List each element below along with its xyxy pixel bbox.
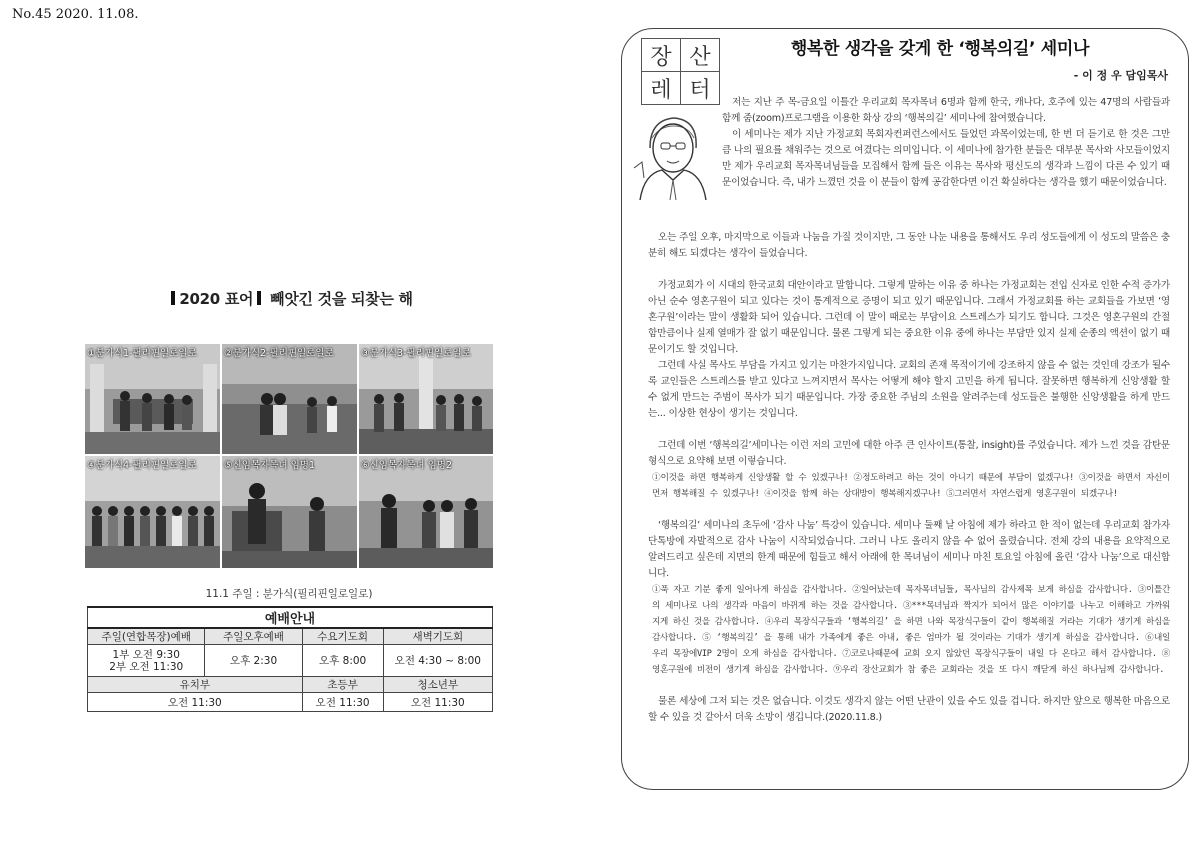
school-header-elementary: 초등부 [302,677,383,693]
school-time-elementary: 오전 11:30 [302,693,383,712]
letter-title: 행복한 생각을 갖게 한 ‘행복의길’ 세미나 [790,39,1090,59]
photo-2 [222,344,357,454]
body-paragraph-4: 그런데 이번 ‘행복의길’세미나는 이런 저의 고민에 대한 아주 큰 인사이트(통찰, insight)를 주었습니다. 제가 느낀 것을 감탄문 형식으로 요약해 보면 이렇습니다. [648,440,1170,467]
photo-2-caption: ②분가식2-필리핀일로일로 [224,348,334,359]
photo-grid [85,344,493,570]
photo-6-caption: ⑥신임목자목녀 임명2 [361,460,452,471]
school-time-youth: 오전 11:30 [383,693,492,712]
photo-6 [359,456,493,568]
paragraph-gap [648,502,1170,518]
photo-5-image [222,456,357,568]
motto-text: 빼앗긴 것을 되찾는 해 [270,290,413,308]
issue-number: No.45 2020. 11.08. [12,7,139,22]
photo-3-image [359,344,493,454]
worship-header-sunday: 주일(연합목장)예배 [88,628,205,645]
motto-label: 2020 표어 [179,290,254,308]
motto [85,288,495,309]
letter-body [648,230,1170,726]
intro-paragraph-1: 저는 지난 주 목-금요일 이틀간 우리교회 목자목녀 6명과 함께 한국, 캐나다, 호주에 있는 47명의 사람들과 함께 줌(zoom)프로그램을 이용한 화상 강의 ‘행복의길’ 세미나에 참여했습니다. [722,97,1170,124]
motto-bar-left [171,291,175,305]
photo-6-image [359,456,493,568]
photo-1 [85,344,220,454]
summary-exclamations: ①이것을 하면 행복하게 신앙생활 할 수 있겠구나! ②정도하려고 하는 것이 아니기 때문에 부담이 없겠구나! ③이것을 하면서 자신이 먼저 행복해질 수 있겠구나! ④이것을 함께 하는 상대방이 행복해지겠구나! ⑤그러면서 자연스럽게 영혼구원이 되겠구나! [652,473,1170,499]
photo-4 [85,456,220,568]
photo-5 [222,456,357,568]
worship-time-sunday-2: 2부 오전 11:30 [109,660,184,673]
badge-char-4: 터 [680,71,720,105]
worship-time-wednesday: 오후 8:00 [302,645,383,677]
pastor-portrait [630,108,714,200]
worship-time-afternoon: 오후 2:30 [205,645,302,677]
motto-bar-right [257,291,261,305]
paragraph-gap [648,422,1170,438]
photo-5-caption: ⑤신임목자목녀 임명1 [224,460,315,471]
worship-header-dawn: 새벽기도회 [383,628,492,645]
worship-time-row [88,645,493,677]
worship-schedule-table [87,606,493,712]
photo-4-image [85,456,220,568]
badge-char-1: 장 [641,38,681,72]
paragraph-gap [648,678,1170,694]
worship-header-afternoon: 주일오후예배 [205,628,302,645]
school-header-youth: 청소년부 [383,677,492,693]
worship-header-wednesday: 수요기도회 [302,628,383,645]
school-time-kindergarten: 오전 11:30 [88,693,303,712]
school-header-kindergarten: 유치부 [88,677,303,693]
photo-3-caption: ③분가식3-필리핀일로일로 [361,348,471,359]
school-time-row [88,693,493,712]
worship-time-dawn: 오전 4:30 ~ 8:00 [383,645,492,677]
worship-time-sunday [88,645,205,677]
body-paragraph-5: ‘행복의길’ 세미나의 초두에 ‘감사 나눔’ 특강이 있습니다. 세미나 둘째 날 아침에 제가 하라고 한 적이 없는데 우리교회 참가자 단톡방에 자발적으로 감사 나눔이 시작되었습니다. 그러니 나도 올리지 않을 수 없어 올렸습니다. 전체 강의 내용을 요약적으로 알려드리고 싶은데 지면의 한계 때문에 힘들고 해서 아래에 한 목녀님이 세미나 마친 토요일 아침에 올린 ‘감사 나눔’으로 대신합니다. [648,520,1170,579]
body-paragraph-3: 그런데 사실 목사도 부담을 가지고 있기는 마찬가지입니다. 교회의 존재 목적이기에 강조하지 않을 수 없는 것인데 강조가 될수록 교인들은 스트레스를 받고 있다고 느껴지면서 목사는 어떻게 해야 할지 고민을 하게 됩니다. 잘못하면 행복하게 신앙생활 할 수 없게 만드는 주범이 목사가 되기 때문입니다. 가장 중요한 주님의 소원을 알려주는데 성도들은 불행한 신앙생활을 하게 만드는... 이상한 현상이 생기는 것입니다. [648,360,1170,419]
body-paragraph-2: 가정교회가 이 시대의 한국교회 대안이라고 말합니다. 그렇게 말하는 이유 중 하나는 가정교회는 전입 신자로 인한 수적 증가가 아닌 순수 영혼구원이 되고 있다는 것이 통계적으로 증명이 되고 있기 때문입니다. 그래서 가정교회를 하는 교회들을 가보면 ‘영혼구원’이라는 말이 생활화 되어 있습니다. 그런데 이 말이 때로는 부담이요 스트레스가 되기도 합니다. 그것은 영혼구원의 간절함만큼이나 실제 열매가 잘 없기 때문입니다. 물론 그렇게 되는 중요한 이유 중에 하나는 부담만 있지 실제 순종의 액션이 없기 때문이기도 할 것입니다. [648,280,1170,355]
gratitude-list: ①푹 자고 기분 좋게 일어나게 하심을 감사합니다. ②일어났는데 목자목녀님들, 목사님의 감사제목 보게 하심을 감사합니다. ③이틀간의 세미나로 나의 생각과 마음이 바뀌게 하는 것을 감사합니다. ③***목녀님과 짝지가 되어서 많은 이야기를 나누고 이해하고 가까워지게 하신 것을 감사합니다. ④우리 목장식구들과 ‘행복의길’ 을 하면 나와 목장식구들이 같이 행복해질 거라는 기대가 생기게 하심을 감사합니다. ⑤ ‘행복의길’ 을 통해 내가 가족에게 좋은 아내, 좋은 엄마가 될 것이라는 기대가 생기게 하심을 감사합니다. ⑥내일 우리 목장에VIP 2명이 오게 하심을 감사합니다. ⑦코로나때문에 교회 오지 않았던 목장식구들이 내일 다 온다고 해서 감사합니다. ⑧영혼구원에 비전이 생기게 하심을 감사합니다. ⑨우리 장산교회가 참 좋은 교회라는 것을 또 다시 깨닫게 하신 하나님께 감사합니다. [652,585,1170,675]
photo-3 [359,344,493,454]
photo-4-caption: ④분가식4-필리핀일로일로 [87,460,197,471]
photo-2-image [222,344,357,454]
photo-1-image [85,344,220,454]
worship-header-row [88,628,493,645]
badge-char-2: 산 [680,38,720,72]
worship-title: 예배안내 [88,607,493,628]
intro-paragraph-2: 이 세미나는 제가 지난 가정교회 목회자컨퍼런스에서도 들었던 과목이었는데, 한 번 더 듣기로 한 것은 그만큼 나의 필요를 채워주는 것으로 여겼다는 의미입니다. 이 세미나에 참가한 분들은 대부분 목사와 사모들이었지만 제가 우리교회 목자목녀님들을 모집해서 함께 들은 이유는 목사와 평신도의 생각과 느낌이 다른 수 있기 때문이었습니다. 즉, 내가 느꼈던 것을 이 분들이 함께 공감한다면 이건 확실하다는 생각을 했기 때문이었습니다. [722,129,1170,188]
paragraph-gap [648,262,1170,278]
photo-caption: 11.1 주일 : 분가식(필리핀일로일로) [205,588,373,600]
worship-time-sunday-1: 1부 오전 9:30 [112,648,180,661]
school-header-row [88,677,493,693]
badge-char-3: 레 [641,71,681,105]
letter-author: - 이 정 우 담임목사 [1073,69,1168,82]
body-paragraph-1: 오는 주일 오후, 마지막으로 이들과 나눔을 가질 것이지만, 그 동안 나눈 내용을 통해서도 우리 성도들에게 이 성도의 말씀은 충분히 해도 되겠다는 생각이 들었습니다. [648,232,1170,259]
photo-1-caption: ①분가식1-필리핀일로일로 [87,348,197,359]
body-paragraph-6: 물론 세상에 그저 되는 것은 없습니다. 이것도 생각지 않는 어떤 난관이 있을 수도 있을 겁니다. 하지만 앞으로 행복한 마음으로 할 수 있을 것 같아서 더욱 소망이 생깁니다.(2020.11.8.) [648,696,1170,723]
letter-intro [722,95,1170,191]
